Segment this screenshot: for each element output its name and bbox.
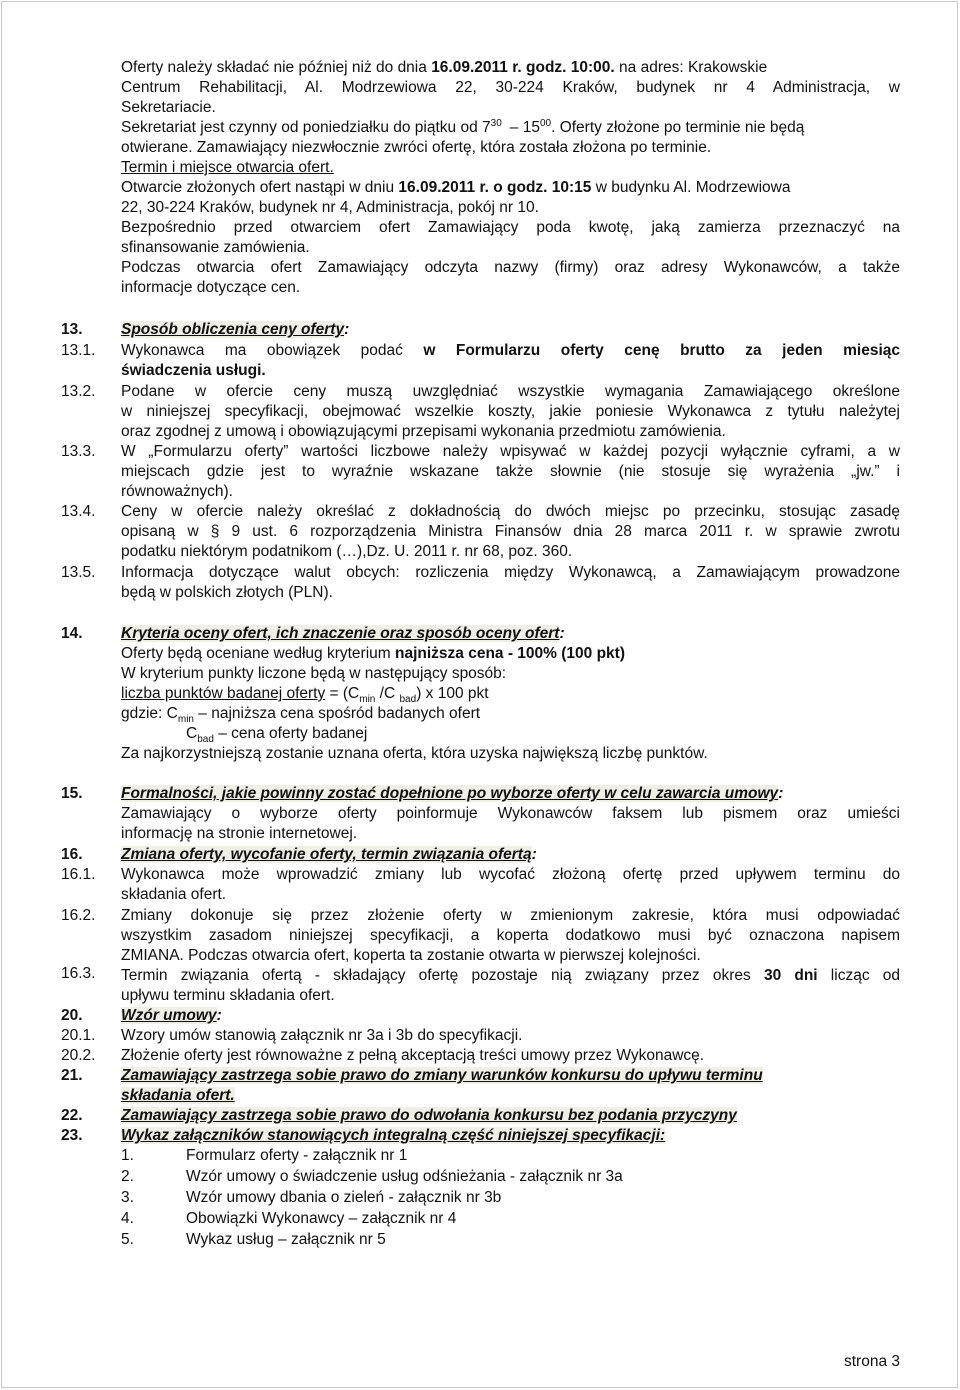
section-20-title: Wzór umowy:: [121, 1007, 222, 1024]
section-16-number: 16.: [61, 846, 83, 863]
attachment-2-text: Wzór umowy o świadczenie usług odśnieżania - załącznik nr 3a: [186, 1168, 623, 1185]
intro-line-6: Termin i miejsce otwarcia ofert.: [121, 159, 334, 176]
s15-line-2: informację na stronie internetowej.: [121, 825, 358, 842]
p16-1-line-2: składania ofert.: [121, 886, 227, 903]
p13-5-line-1: Informacja dotyczące walut obcych: rozliczenia między Wykonawcą, a Zamawiającym prowadzone: [121, 564, 900, 581]
attachment-1-number: 1.: [121, 1147, 134, 1164]
attachment-2-number: 2.: [121, 1168, 134, 1185]
attachment-3-text: Wzór umowy dbania o zieleń - załącznik nr 3b: [186, 1189, 502, 1206]
section-16-title: Zmiana oferty, wycofanie oferty, termin związania ofertą:: [121, 846, 537, 863]
section-14-number: 14.: [61, 625, 83, 642]
formula-where-cmin: gdzie: $C_{min}$ – najniższa cena spośród badanych ofert: [121, 705, 481, 726]
s15-line-1: Zamawiający o wyborze oferty poinformuje Wykonawców faksem lub pismem oraz umieści: [121, 805, 900, 822]
p13-2-number: 13.2.: [61, 383, 96, 400]
intro-line-10: sfinansowanie zamówienia.: [121, 239, 310, 256]
p13-1-line-2: świadczenia usługi.: [121, 362, 266, 379]
intro-line-2: Centrum Rehabilitacji, Al. Modrzewiowa 22, 30-224 Kraków, budynek nr 4 Administracja, w: [121, 79, 900, 96]
p13-1-line-1: Wykonawca ma obowiązek podać w Formularzu oferty cenę brutto za jeden miesiąc: [121, 342, 900, 359]
intro-line-3: Sekretariacie.: [121, 99, 216, 116]
section-21-number: 21.: [61, 1067, 83, 1084]
section-20-number: 20.: [61, 1007, 83, 1024]
intro-line-4: Sekretariat jest czynny od poniedziałku do piątku od $7^{30} - 15^{00}$. Oferty złożone po terminie nie będą: [121, 117, 805, 136]
attachment-4-text: Obowiązki Wykonawcy – załącznik nr 4: [186, 1210, 457, 1227]
p13-4-line-1: Ceny w ofercie należy określać z dokładnością do dwóch miejsc po przecinku, stosując zasadę: [121, 503, 900, 520]
p13-2-line-3: oraz zgodnej z umową i obowiązującymi przepisami wykonania przedmiotu zamówienia.: [121, 423, 726, 440]
section-15-number: 15.: [61, 785, 83, 802]
section-21-line-1: Zamawiający zastrzega sobie prawo do zmiany warunków konkursu do upływu terminu: [121, 1067, 763, 1084]
p13-5-line-2: będą w polskich złotych (PLN).: [121, 584, 333, 601]
section-23-number: 23.: [61, 1127, 83, 1144]
p13-3-number: 13.3.: [61, 443, 96, 460]
p20-1-number: 20.1.: [61, 1027, 96, 1044]
attachment-5-number: 5.: [121, 1231, 134, 1248]
intro-line-1: Oferty należy składać nie później niż do dnia 16.09.2011 r. godz. 10:00. na adres: Krakowskie: [121, 59, 768, 76]
intro-line-12: informacje dotyczące cen.: [121, 279, 301, 296]
p13-4-line-3: podatku niektórym podatnikom (…),Dz. U. 2011 r. nr 68, poz. 360.: [121, 543, 573, 560]
p13-5-number: 13.5.: [61, 564, 96, 581]
section-15-title: Formalności, jakie powinny zostać dopełnione po wyborze oferty w celu zawarcia umowy:: [121, 785, 784, 802]
p13-2-line-1: Podane w ofercie ceny muszą uwzględniać wszystkie wymagania Zamawiającego określone: [121, 383, 900, 400]
formula-where-cbad: $C_{bad}$ – cena oferty badanej: [186, 725, 368, 746]
p13-3-line-2: miejscach gdzie jest to wyraźnie wskazane także słownie (nie stosuje się wyrażenia „jw.” i: [121, 463, 900, 480]
s14-last-line: Za najkorzystniejszą zostanie uznana oferta, która uzyska największą liczbę punktów.: [121, 745, 708, 762]
section-13-title: Sposób obliczenia ceny oferty:: [121, 321, 350, 338]
intro-line-5: otwierane. Zamawiający niezwłocznie zwróci ofertę, która została złożona po terminie.: [121, 139, 712, 156]
score-formula: liczba punktów badanej oferty = ($C_{min}$ /C $_{bad}$) x 100 pkt: [121, 685, 489, 706]
section-22-text: Zamawiający zastrzega sobie prawo do odwołania konkursu bez podania przyczyny: [121, 1107, 737, 1124]
p16-2-line-2: wszystkim zasadom niniejszej specyfikacji, a koperta dodatkowo musi być oznaczona napisem: [121, 927, 900, 944]
section-21-line-2: składania ofert.: [121, 1087, 235, 1104]
p16-1-line-1: Wykonawca może wprowadzić zmiany lub wycofać złożoną ofertę przed upływem terminu do: [121, 866, 900, 883]
p13-4-number: 13.4.: [61, 503, 96, 520]
p20-2-text: Złożenie oferty jest równoważne z pełną akceptacją treści umowy przez Wykonawcę.: [121, 1047, 705, 1064]
attachment-3-number: 3.: [121, 1189, 134, 1206]
section-23-title: Wykaz załączników stanowiących integralną część niniejszej specyfikacji:: [121, 1127, 666, 1144]
section-13-number: 13.: [61, 321, 83, 338]
p16-1-number: 16.1.: [61, 866, 96, 883]
p20-2-number: 20.2.: [61, 1047, 96, 1064]
p13-4-line-2: opisaną w § 9 ust. 6 rozporządzenia Ministra Finansów dnia 28 marca 2011 r. w sprawie zwrotu: [121, 523, 900, 540]
p20-1-text: Wzory umów stanowią załącznik nr 3a i 3b do specyfikacji.: [121, 1027, 523, 1044]
p16-3-line-1: Termin związania ofertą - składający ofertę pozostaje nią związany przez okres 30 dni licząc od: [121, 967, 900, 984]
p16-2-line-1: Zmiany dokonuje się przez złożenie oferty w zmienionym zakresie, która musi odpowiadać: [121, 907, 900, 924]
intro-line-11: Podczas otwarcia ofert Zamawiający odczyta nazwy (firmy) oraz adresy Wykonawców, a także: [121, 259, 900, 276]
section-14-title: Kryteria oceny ofert, ich znaczenie oraz sposób oceny ofert:: [121, 625, 565, 642]
p16-2-line-3: ZMIANA. Podczas otwarcia ofert, koperta ta zostanie otwarta w pierwszej kolejności.: [121, 947, 701, 964]
p13-3-line-3: równoważnych).: [121, 483, 233, 500]
intro-line-8: 22, 30-224 Kraków, budynek nr 4, Administracja, pokój nr 10.: [121, 199, 539, 216]
p13-3-line-1: W „Formularzu oferty” wartości liczbowe należy wpisywać w każdej pozycji wyłącznie cyframi, a w: [121, 443, 900, 460]
p13-2-line-2: w niniejszej specyfikacji, obejmować wszelkie koszty, jakie poniesie Wykonawca z tytułu należytej: [121, 403, 900, 420]
intro-line-9: Bezpośrednio przed otwarciem ofert Zamawiający poda kwotę, jaką zamierza przeznaczyć na: [121, 219, 900, 236]
attachment-1-text: Formularz oferty - załącznik nr 1: [186, 1147, 408, 1164]
page-number: strona 3: [843, 1353, 900, 1370]
p13-1-number: 13.1.: [61, 342, 96, 359]
p16-2-number: 16.2.: [61, 907, 96, 924]
p16-3-number: 16.3.: [61, 965, 96, 982]
s14-line-2: W kryterium punkty liczone będą w następujący sposób:: [121, 665, 507, 682]
attachment-4-number: 4.: [121, 1210, 134, 1227]
s14-line-1: Oferty będą oceniane według kryterium najniższa cena - 100% (100 pkt): [121, 645, 625, 662]
attachment-5-text: Wykaz usług – załącznik nr 5: [186, 1231, 386, 1248]
intro-line-7: Otwarcie złożonych ofert nastąpi w dniu 16.09.2011 r. o godz. 10:15 w budynku Al. Modrzewiowa: [121, 179, 791, 196]
p16-3-line-2: upływu terminu składania ofert.: [121, 987, 335, 1004]
section-22-number: 22.: [61, 1107, 83, 1124]
